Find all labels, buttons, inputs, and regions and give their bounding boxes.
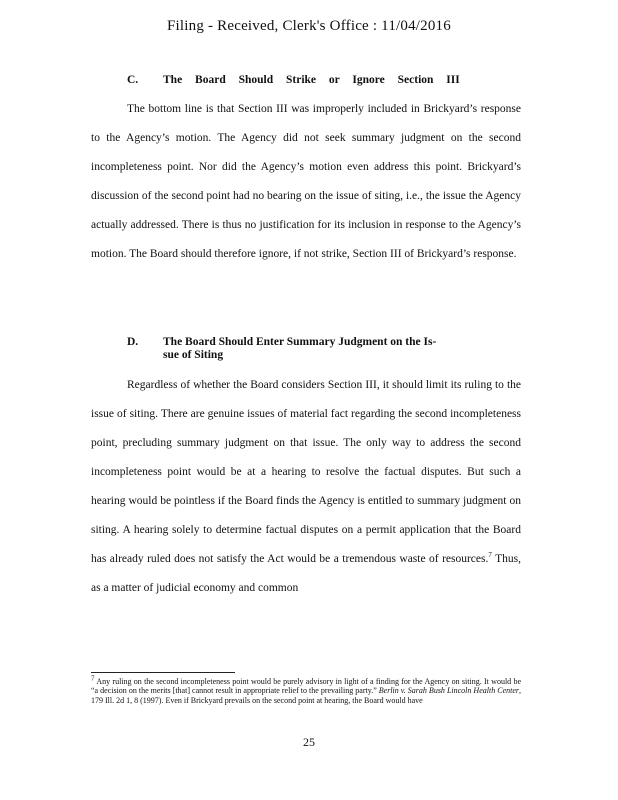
- section-d-body: Regardless of whether the Board considers Section III, it should limit its ruling to the issue of siting. There are genuine issues of material fact regarding the second incompleteness point, precluding summary judgment on that issue. The only way to address the second incompleteness point would be at a hearing to resolve the factual disputes. But such a hearing would be pointless if the Board finds the Agency is entitled to summary judgment on siting. A hearing solely to determine factual disputes on a permit application that the Board has already ruled does not satisfy the Act would be a tremendous waste of resources.: [91, 379, 521, 565]
- footnote-number: 7: [91, 674, 95, 683]
- footnote-text-continued: , 179 Ill. 2d 1, 8 (1997). Even if Brickyard prevails on the second point at hearing, the Board would have: [91, 686, 522, 705]
- filing-stamp: Filing - Received, Clerk's Office : 11/04/2016: [167, 18, 451, 34]
- section-c-heading: [127, 74, 460, 86]
- section-c-letter: C.: [127, 74, 139, 86]
- section-d-title-line2: sue of Siting: [163, 349, 224, 361]
- footnote-reference[interactable]: 7: [488, 551, 492, 560]
- section-d-paragraph: [91, 371, 521, 603]
- section-d-title-line1: The Board Should Enter Summary Judgment on the Is-: [163, 336, 437, 348]
- section-d-body-continued: Thus, as a matter of judicial economy and common: [91, 553, 521, 594]
- section-d-heading: [127, 336, 521, 362]
- section-c-paragraph: The bottom line is that Section III was improperly included in Brickyard’s response to the Agency’s motion. The Agency did not seek summary judgment on the second incompleteness point. Nor did the Agency’s motion even address this point. Brickyard’s discussion of the second point had no bearing on the issue of siting, i.e., the issue the Agency actually addressed. There is thus no justification for its inclusion in response to the Agency’s motion. The Board should therefore ignore, if not strike, Section III of Brickyard’s response.: [91, 103, 521, 260]
- page-number: 25: [303, 735, 315, 749]
- footnote-text: Any ruling on the second incompleteness point would be purely advisory in light of a finding for the Agency on siting. It would be “a decision on the merits [that] cannot result in appropriate relief to the prevailing party.”: [91, 677, 521, 696]
- footnote-case-name: Berlin v. Sarah Bush Lincoln Health Center: [378, 686, 520, 696]
- section-c-title: The Board Should Strike or Ignore Section III: [163, 74, 460, 86]
- footnote: [91, 674, 522, 705]
- section-d-letter: D.: [127, 336, 139, 348]
- footnote-divider: [91, 672, 235, 673]
